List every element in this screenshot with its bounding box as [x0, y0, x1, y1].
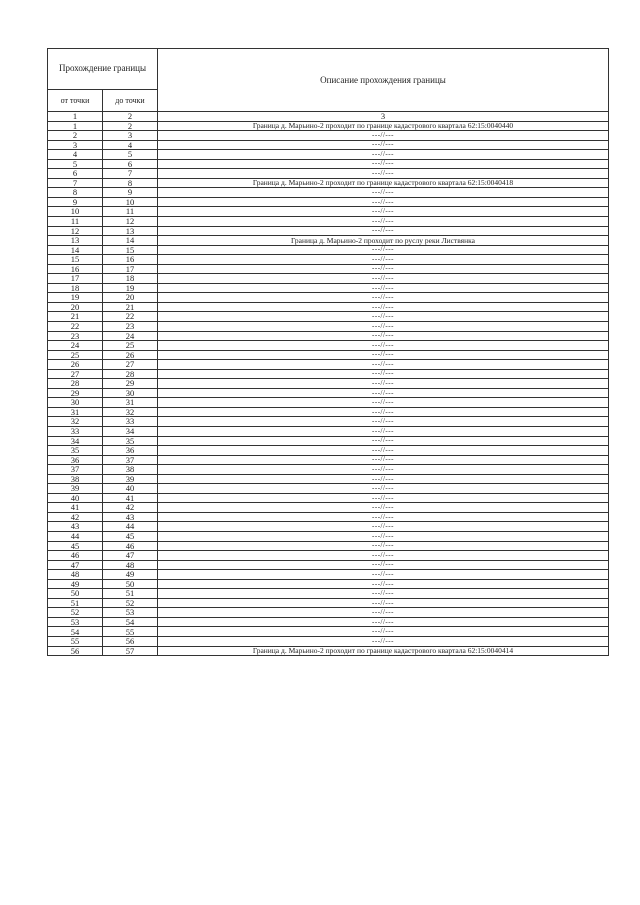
- from-point-cell: 39: [48, 484, 103, 494]
- to-point-cell: 15: [103, 245, 158, 255]
- to-point-cell: 28: [103, 369, 158, 379]
- column-number: 1: [48, 112, 103, 122]
- table-row: [48, 188, 609, 198]
- description-cell: ---//---: [158, 484, 609, 494]
- from-point-cell: 41: [48, 503, 103, 513]
- description-cell: ---//---: [158, 570, 609, 580]
- table-row: [48, 169, 609, 179]
- from-point-cell: 3: [48, 140, 103, 150]
- description-cell: ---//---: [158, 226, 609, 236]
- description-cell: ---//---: [158, 312, 609, 322]
- table-row: [48, 541, 609, 551]
- table-row: [48, 388, 609, 398]
- from-point-cell: 5: [48, 159, 103, 169]
- table-row: [48, 283, 609, 293]
- to-point-cell: 42: [103, 503, 158, 513]
- table-row: [48, 131, 609, 141]
- column-number: 3: [158, 112, 609, 122]
- table-row: [48, 197, 609, 207]
- table-row: [48, 598, 609, 608]
- description-cell: ---//---: [158, 560, 609, 570]
- table-row: [48, 551, 609, 561]
- from-point-cell: 33: [48, 427, 103, 437]
- table-row: [48, 236, 609, 246]
- to-point-cell: 35: [103, 436, 158, 446]
- table-row: [48, 159, 609, 169]
- description-cell: ---//---: [158, 388, 609, 398]
- from-point-cell: 6: [48, 169, 103, 179]
- description-cell: ---//---: [158, 427, 609, 437]
- to-point-cell: 50: [103, 579, 158, 589]
- from-point-cell: 23: [48, 331, 103, 341]
- to-point-cell: 16: [103, 255, 158, 265]
- table-row: [48, 150, 609, 160]
- description-cell: ---//---: [158, 216, 609, 226]
- description-cell: ---//---: [158, 283, 609, 293]
- to-point-cell: 38: [103, 465, 158, 475]
- to-point-cell: 55: [103, 627, 158, 637]
- description-cell: ---//---: [158, 407, 609, 417]
- column-number-row: [48, 112, 609, 122]
- to-point-cell: 24: [103, 331, 158, 341]
- from-point-cell: 2: [48, 131, 103, 141]
- to-point-cell: 53: [103, 608, 158, 618]
- description-cell: ---//---: [158, 379, 609, 389]
- table-row: [48, 427, 609, 437]
- to-point-cell: 21: [103, 302, 158, 312]
- description-cell: ---//---: [158, 541, 609, 551]
- boundary-passage-header: Прохождение границы: [48, 49, 158, 90]
- from-point-cell: 22: [48, 321, 103, 331]
- to-point-cell: 56: [103, 637, 158, 647]
- to-point-cell: 7: [103, 169, 158, 179]
- description-cell: ---//---: [158, 589, 609, 599]
- to-point-cell: 33: [103, 417, 158, 427]
- description-cell: ---//---: [158, 264, 609, 274]
- from-point-cell: 47: [48, 560, 103, 570]
- table-row: [48, 369, 609, 379]
- from-point-cell: 29: [48, 388, 103, 398]
- to-point-cell: 32: [103, 407, 158, 417]
- description-cell: ---//---: [158, 617, 609, 627]
- description-cell: ---//---: [158, 512, 609, 522]
- from-point-cell: 43: [48, 522, 103, 532]
- from-point-cell: 49: [48, 579, 103, 589]
- to-point-cell: 2: [103, 121, 158, 131]
- description-cell: ---//---: [158, 245, 609, 255]
- from-point-cell: 53: [48, 617, 103, 627]
- to-point-cell: 49: [103, 570, 158, 580]
- description-cell: ---//---: [158, 302, 609, 312]
- to-point-cell: 17: [103, 264, 158, 274]
- table-row: [48, 503, 609, 513]
- table-row: [48, 264, 609, 274]
- from-point-cell: 10: [48, 207, 103, 217]
- from-point-cell: 42: [48, 512, 103, 522]
- from-point-cell: 15: [48, 255, 103, 265]
- table-row: [48, 293, 609, 303]
- from-point-cell: 17: [48, 274, 103, 284]
- from-point-cell: 31: [48, 407, 103, 417]
- description-cell: ---//---: [158, 551, 609, 561]
- table-row: [48, 140, 609, 150]
- description-cell: ---//---: [158, 293, 609, 303]
- table-row: [48, 121, 609, 131]
- from-point-cell: 26: [48, 360, 103, 370]
- description-cell: ---//---: [158, 360, 609, 370]
- description-cell: ---//---: [158, 522, 609, 532]
- to-point-cell: 23: [103, 321, 158, 331]
- description-cell: ---//---: [158, 331, 609, 341]
- table-row: [48, 407, 609, 417]
- to-point-cell: 25: [103, 341, 158, 351]
- from-point-cell: 48: [48, 570, 103, 580]
- description-cell: ---//---: [158, 140, 609, 150]
- to-point-cell: 30: [103, 388, 158, 398]
- table-row: [48, 532, 609, 542]
- column-number: 2: [103, 112, 158, 122]
- from-point-cell: 32: [48, 417, 103, 427]
- description-cell: ---//---: [158, 341, 609, 351]
- to-point-cell: 37: [103, 455, 158, 465]
- table-row: [48, 522, 609, 532]
- table-row: [48, 465, 609, 475]
- to-point-cell: 22: [103, 312, 158, 322]
- from-point-cell: 40: [48, 493, 103, 503]
- to-point-cell: 54: [103, 617, 158, 627]
- description-cell: ---//---: [158, 398, 609, 408]
- description-cell: ---//---: [158, 321, 609, 331]
- to-point-cell: 5: [103, 150, 158, 160]
- table-row: [48, 226, 609, 236]
- description-cell: ---//---: [158, 369, 609, 379]
- table-row: [48, 341, 609, 351]
- from-point-cell: 27: [48, 369, 103, 379]
- description-cell: ---//---: [158, 188, 609, 198]
- description-cell: ---//---: [158, 350, 609, 360]
- from-point-cell: 11: [48, 216, 103, 226]
- description-cell: ---//---: [158, 627, 609, 637]
- description-header: Описание прохождения границы: [158, 49, 609, 112]
- to-point-cell: 18: [103, 274, 158, 284]
- table-row: [48, 637, 609, 647]
- table-row: [48, 274, 609, 284]
- to-point-cell: 57: [103, 646, 158, 656]
- table-row: [48, 484, 609, 494]
- table-row: [48, 560, 609, 570]
- description-cell: ---//---: [158, 579, 609, 589]
- to-point-cell: 14: [103, 236, 158, 246]
- table-row: [48, 589, 609, 599]
- to-point-cell: 39: [103, 474, 158, 484]
- from-point-cell: 18: [48, 283, 103, 293]
- from-point-cell: 19: [48, 293, 103, 303]
- to-point-cell: 31: [103, 398, 158, 408]
- description-cell: ---//---: [158, 255, 609, 265]
- description-cell: ---//---: [158, 455, 609, 465]
- table-row: [48, 512, 609, 522]
- from-point-cell: 55: [48, 637, 103, 647]
- table-row: [48, 178, 609, 188]
- to-point-cell: 6: [103, 159, 158, 169]
- description-cell: ---//---: [158, 474, 609, 484]
- to-point-cell: 45: [103, 532, 158, 542]
- description-cell: ---//---: [158, 446, 609, 456]
- to-point-cell: 34: [103, 427, 158, 437]
- description-cell: ---//---: [158, 274, 609, 284]
- from-point-cell: 30: [48, 398, 103, 408]
- from-point-cell: 45: [48, 541, 103, 551]
- from-point-cell: 20: [48, 302, 103, 312]
- table-row: [48, 446, 609, 456]
- table-row: [48, 255, 609, 265]
- table-row: [48, 436, 609, 446]
- to-point-cell: 19: [103, 283, 158, 293]
- from-point-cell: 13: [48, 236, 103, 246]
- from-point-cell: 54: [48, 627, 103, 637]
- to-point-cell: 29: [103, 379, 158, 389]
- to-point-cell: 12: [103, 216, 158, 226]
- to-point-cell: 40: [103, 484, 158, 494]
- table-row: [48, 617, 609, 627]
- from-point-cell: 1: [48, 121, 103, 131]
- description-cell: ---//---: [158, 532, 609, 542]
- to-point-cell: 10: [103, 197, 158, 207]
- from-point-cell: 44: [48, 532, 103, 542]
- description-cell: ---//---: [158, 598, 609, 608]
- table-row: [48, 417, 609, 427]
- description-cell: ---//---: [158, 503, 609, 513]
- to-point-cell: 3: [103, 131, 158, 141]
- description-cell: ---//---: [158, 637, 609, 647]
- to-point-cell: 48: [103, 560, 158, 570]
- from-point-cell: 24: [48, 341, 103, 351]
- to-point-cell: 11: [103, 207, 158, 217]
- table-row: [48, 312, 609, 322]
- from-point-cell: 21: [48, 312, 103, 322]
- to-point-cell: 46: [103, 541, 158, 551]
- table-row: [48, 579, 609, 589]
- description-cell: ---//---: [158, 608, 609, 618]
- description-cell: Граница д. Марьино-2 проходит по границе кадастрового квартала 62:15:0040440: [158, 121, 609, 131]
- to-point-cell: 13: [103, 226, 158, 236]
- description-cell: ---//---: [158, 207, 609, 217]
- to-point-cell: 36: [103, 446, 158, 456]
- from-point-cell: 8: [48, 188, 103, 198]
- table-row: [48, 379, 609, 389]
- from-point-cell: 14: [48, 245, 103, 255]
- from-point-cell: 16: [48, 264, 103, 274]
- to-point-header: до точки: [103, 90, 158, 112]
- from-point-cell: 12: [48, 226, 103, 236]
- from-point-cell: 56: [48, 646, 103, 656]
- from-point-cell: 7: [48, 178, 103, 188]
- to-point-cell: 41: [103, 493, 158, 503]
- table-row: [48, 398, 609, 408]
- table-row: [48, 474, 609, 484]
- from-point-cell: 25: [48, 350, 103, 360]
- to-point-cell: 47: [103, 551, 158, 561]
- to-point-cell: 20: [103, 293, 158, 303]
- from-point-cell: 9: [48, 197, 103, 207]
- table-row: [48, 245, 609, 255]
- description-cell: ---//---: [158, 131, 609, 141]
- boundary-table: [47, 48, 609, 656]
- table-row: [48, 350, 609, 360]
- description-cell: Граница д. Марьино-2 проходит по границе кадастрового квартала 62:15:0040418: [158, 178, 609, 188]
- table-row: [48, 455, 609, 465]
- description-cell: ---//---: [158, 465, 609, 475]
- description-cell: ---//---: [158, 493, 609, 503]
- description-cell: ---//---: [158, 417, 609, 427]
- from-point-cell: 36: [48, 455, 103, 465]
- from-point-cell: 34: [48, 436, 103, 446]
- description-cell: ---//---: [158, 169, 609, 179]
- from-point-cell: 51: [48, 598, 103, 608]
- to-point-cell: 51: [103, 589, 158, 599]
- table-row: [48, 646, 609, 656]
- from-point-cell: 35: [48, 446, 103, 456]
- description-cell: Граница д. Марьино-2 проходит по руслу реки Листвянка: [158, 236, 609, 246]
- from-point-cell: 38: [48, 474, 103, 484]
- from-point-cell: 50: [48, 589, 103, 599]
- to-point-cell: 43: [103, 512, 158, 522]
- description-cell: ---//---: [158, 159, 609, 169]
- table-row: [48, 360, 609, 370]
- to-point-cell: 44: [103, 522, 158, 532]
- table-row: [48, 302, 609, 312]
- description-cell: ---//---: [158, 150, 609, 160]
- from-point-cell: 52: [48, 608, 103, 618]
- from-point-cell: 37: [48, 465, 103, 475]
- from-point-cell: 28: [48, 379, 103, 389]
- description-cell: ---//---: [158, 436, 609, 446]
- table-row: [48, 331, 609, 341]
- to-point-cell: 9: [103, 188, 158, 198]
- to-point-cell: 52: [103, 598, 158, 608]
- table-body: [48, 121, 609, 656]
- to-point-cell: 4: [103, 140, 158, 150]
- table-row: [48, 207, 609, 217]
- table-row: [48, 216, 609, 226]
- table-row: [48, 570, 609, 580]
- table-row: [48, 321, 609, 331]
- table-row: [48, 608, 609, 618]
- from-point-cell: 4: [48, 150, 103, 160]
- to-point-cell: 27: [103, 360, 158, 370]
- to-point-cell: 26: [103, 350, 158, 360]
- description-cell: ---//---: [158, 197, 609, 207]
- description-cell: Граница д. Марьино-2 проходит по границе кадастрового квартала 62:15:0040414: [158, 646, 609, 656]
- table-row: [48, 493, 609, 503]
- table-row: [48, 627, 609, 637]
- from-point-cell: 46: [48, 551, 103, 561]
- to-point-cell: 8: [103, 178, 158, 188]
- from-point-header: от точки: [48, 90, 103, 112]
